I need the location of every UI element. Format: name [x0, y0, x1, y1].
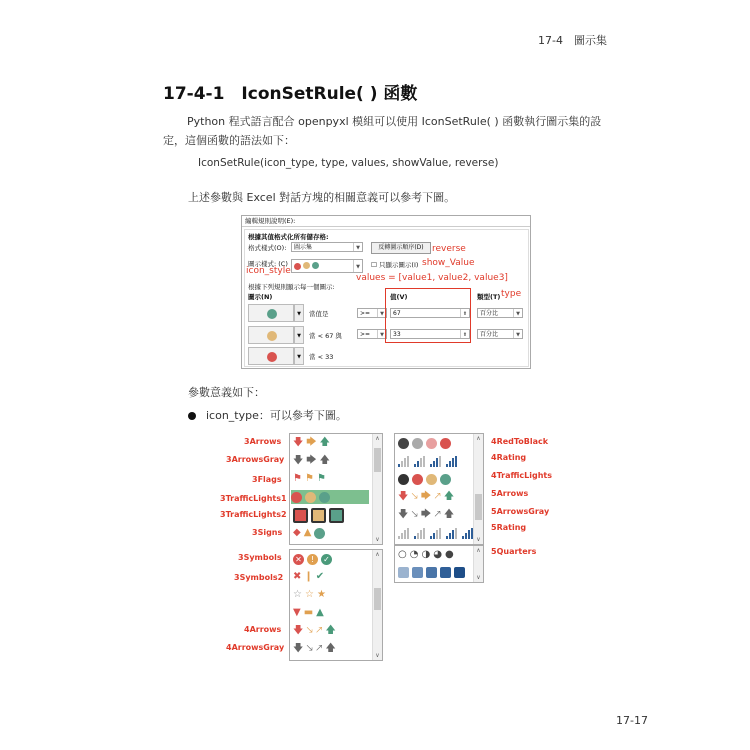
- scrollbar-d[interactable]: ∧ ∨: [473, 546, 483, 582]
- label-3signs: 3Signs: [252, 528, 283, 537]
- icon-column-label: 圖示(N): [248, 293, 273, 301]
- label-3trafficlights1: 3TrafficLights1: [220, 494, 287, 503]
- annotation-values: values = [value1, value2, value3]: [356, 273, 508, 283]
- condition-3: 當 < 33: [309, 353, 334, 361]
- dialog-head: 編輯規則說明(E):: [242, 216, 530, 227]
- type-column-label: 類型(T): [477, 293, 501, 301]
- bullet-icon-type: icon_type：可以參考下圖。: [188, 407, 347, 423]
- iconset-4arrowsgray[interactable]: 🡇 🡖 🡕 🡅: [293, 643, 336, 654]
- icon-dropdown-3[interactable]: ▼: [294, 347, 304, 365]
- condition-1: 當值是: [309, 310, 329, 318]
- values-highlight-box: [385, 288, 471, 343]
- label-4arrows: 4Arrows: [244, 625, 282, 634]
- label-3flags: 3Flags: [252, 475, 282, 484]
- scrollbar-a[interactable]: ∧ ∨: [372, 434, 382, 544]
- section-title: 17-4-1 IconSetRule( ) 函數: [163, 84, 418, 104]
- icon-list-4-5-sets[interactable]: [394, 433, 484, 545]
- iconset-3flags[interactable]: ⚑ ⚑ ⚑: [293, 473, 326, 484]
- scrollbar-c[interactable]: ∧ ∨: [473, 434, 483, 544]
- label-4rating: 4Rating: [491, 453, 527, 462]
- bullet-dot: [188, 412, 196, 420]
- label-5rating: 5Rating: [491, 523, 527, 532]
- label-3arrowsgray: 3ArrowsGray: [226, 455, 285, 464]
- icon-picker-2[interactable]: [248, 326, 294, 344]
- label-5arrowsgray: 5ArrowsGray: [491, 507, 550, 516]
- icon-dropdown-1[interactable]: ▼: [294, 304, 304, 322]
- iconset-3stars[interactable]: ☆ ☆ ★: [293, 589, 326, 600]
- show-icon-only-checkbox[interactable]: ☐ 只顯示圖示(I): [371, 261, 419, 269]
- icon-picker-1[interactable]: [248, 304, 294, 322]
- annotation-icon-style: icon_style: [246, 266, 291, 276]
- label-3symbols: 3Symbols: [238, 553, 282, 562]
- type-select-2[interactable]: 百分比 ▼: [477, 329, 523, 339]
- condition-2: 當 < 67 與: [309, 332, 342, 340]
- iconset-4rating[interactable]: [398, 454, 459, 468]
- label-5arrows: 5Arrows: [491, 489, 529, 498]
- icon-list-quarters[interactable]: [394, 545, 484, 583]
- icon-style-label: 圖示樣式: (C): [248, 260, 288, 268]
- label-4arrowsgray: 4ArrowsGray: [226, 643, 285, 652]
- style-label: 格式樣式(O):: [248, 244, 287, 252]
- icon-list-3-sets[interactable]: [289, 433, 383, 545]
- label-3symbols2: 3Symbols2: [234, 573, 284, 582]
- style-select[interactable]: 圖示集 ▼: [291, 242, 363, 252]
- iconset-5quarters[interactable]: ○ ◔ ◑ ◕ ●: [398, 549, 454, 560]
- iconset-5boxes[interactable]: [398, 565, 465, 579]
- label-4redtoblack: 4RedToBlack: [491, 437, 549, 446]
- iconset-3signs[interactable]: ◆ ▲: [293, 526, 325, 540]
- operator-select-2[interactable]: >= ▼: [357, 329, 387, 339]
- params-heading: 參數意義如下：: [188, 386, 265, 399]
- label-3arrows: 3Arrows: [244, 437, 282, 446]
- value-input-1[interactable]: 67 ⬆: [390, 308, 470, 318]
- section-label: 根據其值格式化所有儲存格:: [248, 233, 329, 241]
- intro-paragraph: Python 程式語言配合 openpyxl 模組可以使用 IconSetRule( ) 函數執行圖示集的設定，這個函數的語法如下：: [163, 115, 602, 147]
- icon-style-select[interactable]: ▼: [291, 259, 363, 273]
- label-4trafficlights: 4TrafficLights: [491, 471, 552, 480]
- iconset-4arrows[interactable]: 🡇 🡖 🡕 🡅: [293, 625, 336, 636]
- reverse-order-button[interactable]: 反轉圖示順序(D): [371, 242, 431, 254]
- label-5quarters: 5Quarters: [491, 547, 537, 556]
- iconset-4redtoblack[interactable]: [398, 436, 451, 450]
- dialog-intro: 上述參數與 Excel 對話方塊的相關意義可以參考下圖。: [188, 191, 456, 204]
- scrollbar-b[interactable]: ∧ ∨: [372, 550, 382, 660]
- type-select-1[interactable]: 百分比 ▼: [477, 308, 523, 318]
- iconset-3trafficlights1[interactable]: [291, 490, 369, 504]
- running-header: 17-4 圖示集: [538, 34, 607, 47]
- iconset-4trafficlights[interactable]: [398, 472, 451, 486]
- iconset-3symbols2[interactable]: ✖ ❙ ✔: [293, 571, 325, 582]
- iconset-3trafficlights2[interactable]: [293, 508, 344, 522]
- iconset-5arrows[interactable]: 🡇 🡖 🡆 🡕 🡅: [398, 491, 455, 502]
- value-column-label: 值(V): [390, 293, 408, 301]
- iconset-3arrowsgray[interactable]: 🡇 🡆 🡅: [293, 455, 330, 466]
- iconset-3symbols[interactable]: ✕ ! ✓: [293, 552, 332, 566]
- icon-list-symbols[interactable]: [289, 549, 383, 661]
- iconset-3triangles[interactable]: ▼ ▬ ▲: [293, 607, 324, 618]
- rule-text: 根據下列規則顯示每一個圖示:: [248, 283, 335, 291]
- iconset-3arrows[interactable]: 🡇 🡆 🡅: [293, 437, 330, 448]
- operator-select-1[interactable]: >= ▼: [357, 308, 387, 318]
- label-3trafficlights2: 3TrafficLights2: [220, 510, 287, 519]
- value-input-2[interactable]: 33 ⬆: [390, 329, 470, 339]
- annotation-reverse: reverse: [432, 244, 466, 254]
- syntax-line: IconSetRule(icon_type, type, values, showValue, reverse): [198, 157, 499, 169]
- annotation-type: type: [501, 289, 522, 299]
- iconset-5rating[interactable]: [398, 526, 475, 540]
- annotation-show-value: show_Value: [422, 258, 475, 268]
- page-number: 17-17: [616, 714, 648, 727]
- icon-dropdown-2[interactable]: ▼: [294, 326, 304, 344]
- iconset-5arrowsgray[interactable]: 🡇 🡖 🡆 🡕 🡅: [398, 509, 455, 520]
- icon-picker-3[interactable]: [248, 347, 294, 365]
